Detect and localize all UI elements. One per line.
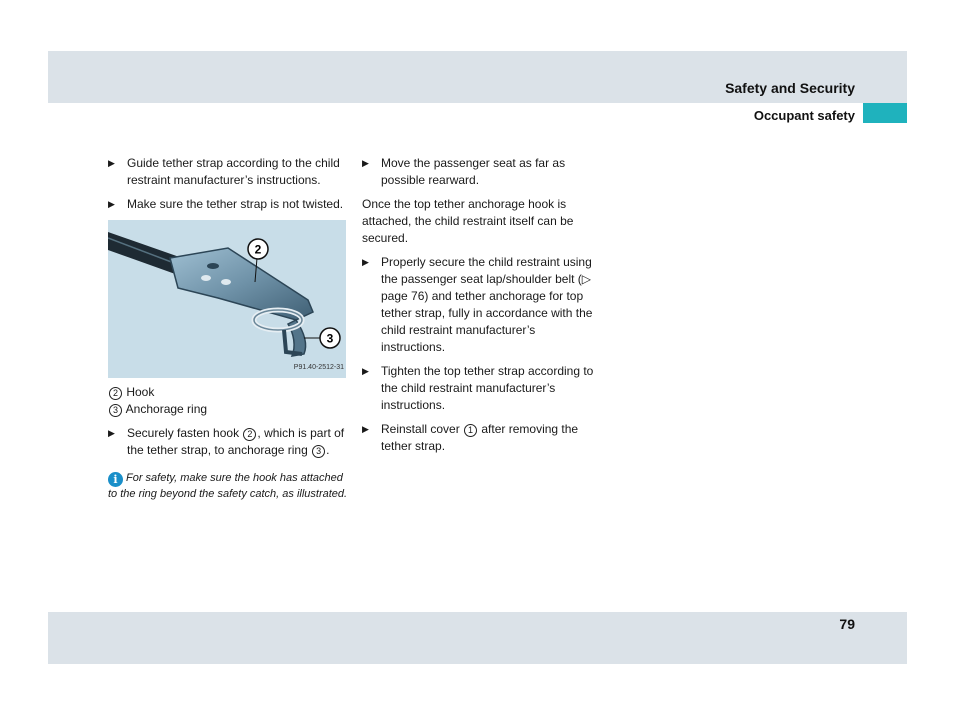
step-text: Make sure the tether strap is not twisted.	[127, 197, 344, 211]
step-text: Move the passenger seat as far as possible rearward.	[381, 156, 566, 187]
info-icon: i	[108, 472, 123, 487]
section-tab-marker	[863, 103, 907, 123]
note-text: For safety, make sure the hook has attached to the ring beyond the safety catch, as illustrated.	[108, 472, 348, 500]
bullet-arrow-icon: ▶	[362, 424, 369, 434]
step-text: Properly secure the child restraint using the passenger seat lap/shoulder belt (▷ page 76) and tether anchorage for top tether strap, fully in accordance with the child restraint manufacturer’s instructions.	[381, 255, 593, 354]
tether-hook-figure	[108, 220, 346, 378]
bullet-arrow-icon: ▶	[108, 428, 115, 438]
legend-hook	[108, 384, 348, 401]
step-text-prefix: Reinstall cover	[381, 422, 460, 436]
step-text-prefix: Securely fasten hook	[127, 426, 240, 440]
callout-3-number: 3	[326, 331, 334, 346]
step-text-middle: , which is part of the tether strap, to anchorage ring	[127, 426, 345, 457]
inline-number: 2	[243, 428, 256, 441]
step-text-suffix: after removing the tether strap.	[381, 422, 579, 453]
inline-number: 3	[312, 445, 325, 458]
inline-number: 1	[464, 424, 477, 437]
bullet-arrow-icon: ▶	[362, 158, 369, 168]
legend-label: Hook	[126, 385, 155, 399]
page-number: 79	[839, 616, 855, 632]
safety-note	[108, 471, 348, 502]
bullet-arrow-icon: ▶	[362, 366, 369, 376]
legend-number: 3	[109, 404, 122, 417]
step-not-twisted	[108, 196, 348, 213]
legend-label: Anchorage ring	[125, 402, 208, 416]
step-fasten-hook	[108, 425, 348, 459]
legend-number: 2	[109, 387, 122, 400]
step-text-suffix: .	[326, 443, 330, 457]
footer-band	[48, 612, 907, 664]
hook-hole	[207, 263, 219, 269]
section-title: Occupant safety	[753, 108, 855, 123]
legend-anchorage-ring	[108, 401, 348, 418]
chapter-title: Safety and Security	[725, 80, 855, 96]
bullet-arrow-icon: ▶	[108, 199, 115, 209]
right-column	[362, 155, 602, 462]
step-tighten-strap	[362, 363, 602, 414]
figure-code: P91.40-2512-31	[293, 364, 344, 371]
callout-2-number: 2	[254, 242, 262, 257]
step-text: Guide tether strap according to the child restraint manufacturer’s instructions.	[127, 156, 340, 187]
step-secure-restraint	[362, 254, 602, 356]
step-guide-strap	[108, 155, 348, 189]
paragraph-hook-attached: Once the top tether anchorage hook is attached, the child restraint itself can be secured.	[362, 197, 574, 245]
step-reinstall-cover	[362, 421, 602, 455]
step-text: Tighten the top tether strap according to the child restraint manufacturer’s instructions.	[381, 364, 594, 412]
bullet-arrow-icon: ▶	[108, 158, 115, 168]
tether-hook-illustration	[108, 220, 346, 378]
left-column	[108, 155, 348, 502]
hook-rivet	[201, 275, 211, 281]
step-move-seat	[362, 155, 602, 189]
bullet-arrow-icon: ▶	[362, 257, 369, 267]
hook-rivet	[221, 279, 231, 285]
